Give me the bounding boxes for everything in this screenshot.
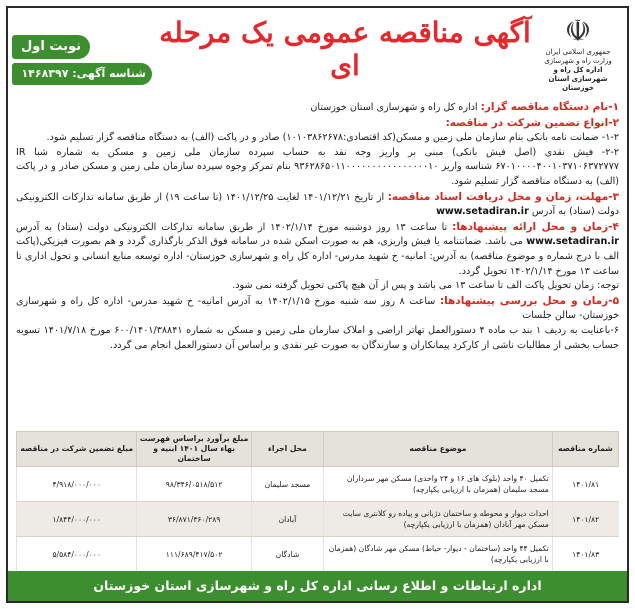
section-4-text: تا ساعت ۱۳ روز دوشنبه مورخ ۱۴۰۲/۱/۱۴ از طریق سامانه تدارکات الکترونیکی دولت (ستاد) به آدرس	[16, 221, 448, 233]
stage-badge: نوبت اول	[12, 35, 90, 59]
header	[8, 8, 627, 96]
tender-subject: تکمیل ۴۰ واحد (بلوک های ۱۶ و ۲۴ واحدی) مسکن مهر سرداران مسجد سلیمان (همزمان با ارزیابی یکپارچه)	[324, 467, 553, 502]
tender-estimate: ۱۱۱/۶۸۹/۴۱۷/۵۰۲	[137, 537, 251, 572]
setad-link-2[interactable]: www.setadiran.ir	[526, 236, 619, 248]
section-1	[16, 100, 619, 116]
tender-guarantee: ۵/۵۸۴/۰۰۰/۰۰۰	[17, 537, 137, 572]
section-5-title: ۵-زمان و محل بررسی پیشنهادها:	[439, 294, 619, 307]
setad-link-1[interactable]: www.setadiran.ir	[436, 206, 529, 218]
ad-id-badge: شناسه آگهی: ۱۴۶۸۳۹۷	[12, 63, 152, 85]
section-2-2: ۲-۲- فیش نقدی (اصل فیش بانکی) مبنی بر واریز وجه نقد به حساب سپرده سازمان ملی زمین و مسکن به شماره شبا IR ۶۷۰۱۰۰۰۰۴۰۰۱۰۳۷۱۰۶۳۷۲۷۷۷ شناسه واریز ۹۳۶۲۸۶۵۰۱۱۰۰۰۰۰۰۰۰۰۰۰۰۰۰۰۰۱۰ بنام تمرکز وجوه سپرده سازمان ملی زمین و مسکن صادر و در پاکت (الف) به دستگاه مناقصه گزار تسلیم شود.	[16, 146, 619, 187]
section-4	[16, 220, 619, 279]
section-3-title: ۳-مهلت، زمان و محل دریافت اسناد مناقصه:	[387, 190, 619, 203]
section-2	[16, 116, 619, 132]
tender-table	[16, 431, 619, 572]
tender-number: ۱۴۰۱/۸۲	[552, 502, 618, 537]
section-4-title: ۴-زمان و محل ارائه پیشنهادها:	[452, 220, 619, 233]
tender-subject: احداث دیوار و محوطه و ساختمان دژبانی و پیاده رو کلانتری سایت مسکن مهر آبادان (همزمان با ارزیابی یکپارچه)	[324, 502, 553, 537]
note: توجه: زمان تحویل پاکت الف تا ساعت ۱۳ می باشد و پس از آن هیچ پاکتی تحویل گرفته نمی شود.	[232, 280, 619, 292]
tender-estimate: ۳۶/۸۷۱/۳۶۰/۲۸۹	[137, 502, 251, 537]
emblem-line-1: جمهوری اسلامی ایران	[545, 48, 611, 56]
tender-guarantee: ۱/۸۴۴/۰۰۰/۰۰۰	[17, 502, 137, 537]
tender-number: ۱۴۰۱/۸۱	[552, 467, 618, 502]
section-3	[16, 190, 619, 220]
emblem-icon: ☫	[564, 14, 592, 49]
tender-location: مسجد سلیمان	[251, 467, 323, 502]
header-tender-number: شماره مناقصه	[552, 432, 618, 467]
tender-body	[16, 100, 619, 353]
emblem-line-3: اداره کل راه و شهرسازی استان خوزستان	[548, 66, 608, 92]
footer-banner: اداره ارتباطات و اطلاع رسانی اداره کل راه و شهرسازی استان خوزستان	[8, 571, 627, 601]
header-estimate: مبلغ برآورد براساس فهرست بهاء سال ۱۴۰۱ ابنیه و ساختمان	[137, 432, 251, 467]
table-header-row	[17, 432, 619, 467]
tender-table-wrap	[16, 431, 619, 571]
section-5-text: ساعت ۸ روز سه شنبه مورخ ۱۴۰۲/۱/۱۵ به آدرس امانیه- خ شهید مدرس- اداره کل راه و شهرسازی خوزستان- سالن جلسات	[16, 295, 619, 322]
tender-subject: تکمیل ۴۴ واحد (ساختمان - دیوار- حیاط) مسکن مهر شادگان (همزمان با ارزیابی یکپارچه)	[324, 537, 553, 572]
header-guarantee: مبلغ تضمین شرکت در مناقصه	[17, 432, 137, 467]
section-5	[16, 294, 619, 324]
table-row	[17, 467, 619, 502]
page-title: آگهی مناقصه عمومی یک مرحله ای	[159, 16, 531, 82]
section-1-title: ۱-نام دستگاه مناقصه گزار:	[480, 101, 619, 113]
ad-frame	[6, 6, 629, 603]
header-location: محل اجراء	[251, 432, 323, 467]
government-emblem	[539, 16, 617, 93]
table-row	[17, 502, 619, 537]
table-row	[17, 537, 619, 572]
section-2-1: ۱-۲- ضمانت نامه بانکی بنام سازمان ملی زمین و مسکن(کد اقتصادی:۱۰۱۰۳۸۶۲۶۷۸) صادر و در پاکت (الف) به دستگاه مناقصه گزار تسلیم شود.	[46, 132, 619, 144]
emblem-line-2: وزارت راه و شهرسازی	[544, 57, 612, 65]
section-6: ۶-باعنایت به ردیف ۱ بند ب ماده ۴ دستورالعمل تهاتر اراضی و املاک سازمان ملی زمین و مسکن به شماره ۶۰۰/۱۴۰۱/۳۸۸۴۱ مورخ ۱۴۰۱/۷/۱۸ تسویه حساب بخشی از مطالبات ناشی از کارکرد پیمانکاران و سازندگان به صورت غیر نقدی و براساس آن دستورالعمل انجام می گردد.	[16, 324, 619, 351]
tender-guarantee: ۴/۹۱۸/۰۰۰/۰۰۰	[17, 467, 137, 502]
section-3-text: از تاریخ ۱۴۰۱/۱۲/۲۱ لغایت ۱۴۰۱/۱۲/۲۵ (تا ساعت ۱۹) از طریق سامانه تدارکات الکترونیکی دولت (ستاد) به آدرس	[16, 191, 619, 218]
section-1-text: اداره کل راه و شهرسازی استان خوزستان	[310, 102, 478, 113]
tender-location: آبادان	[251, 502, 323, 537]
tender-number: ۱۴۰۱/۸۳	[552, 537, 618, 572]
section-4-text-2: می باشد. ضمانتنامه یا فیش واریزی، هم به صورت اسکن شده در سامانه فوق الذکر بارگذاری گردد و هم بصورت فیزیکی(پاکت الف با درج شماره و موضوع مناقصه) به آدرس: امانیه- خ شهید مدرس- اداره کل راه و شهرسازی خوزستان- اداره توسعه منابع انسانی و تحول اداری تا ساعت ۱۳ مورخ ۱۴۰۲/۱/۱۴ تحویل گردد.	[16, 236, 619, 277]
tender-location: شادگان	[251, 537, 323, 572]
tender-estimate: ۹۸/۳۴۶/۰۵۱۸/۵۱۲	[137, 467, 251, 502]
header-tender-subject: موضوع مناقصه	[324, 432, 553, 467]
section-2-title: ۲-انواع تضمین شرکت در مناقصه:	[445, 116, 619, 129]
